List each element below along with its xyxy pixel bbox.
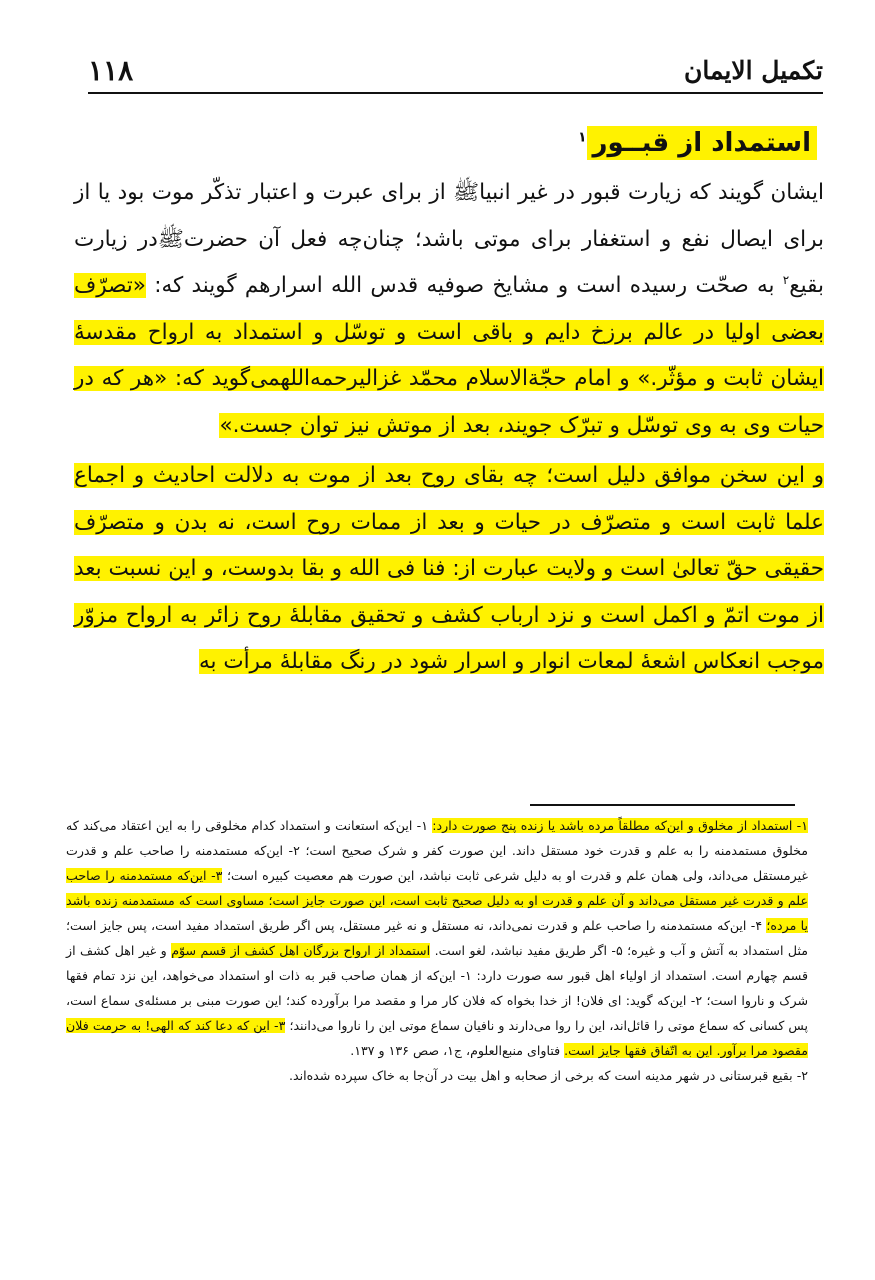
honorific-anbiya: ﷺ: [453, 180, 480, 205]
footnote-ref-1: ۱: [577, 129, 587, 146]
footnote-1-text-d: ۴- این‌که مستمدمنه را صاحب علم و قدرت نمی‌داند، نه مستقل و نه غیر مستقل، پس اگر طریق استمداد مفید است، پس جایز است؛ مثل استمداد به آتش و آب و غیره؛ ۵- اگر طریق مفید نباشد، لغو است.: [66, 918, 808, 958]
section-title-text: استمداد از قبــور: [587, 126, 817, 160]
footnote-ref-2: ۲: [782, 272, 790, 287]
page-number: ۱۱۸: [88, 54, 134, 87]
page-header: [88, 54, 823, 94]
footnotes: [66, 813, 808, 1088]
footnote-1-highlight-g: ۳- این که دعا کند که الهی! به حرمت فلان مقصود مرا برآور. این به اتّفاق فقها جایز است.: [66, 1018, 808, 1058]
footnote-1-highlight-a: ۱- استمداد از مخلوق و این‌که مطلقاً مرده باشد یا زنده پنج صورت دارد:: [432, 818, 808, 833]
section-title: [578, 128, 817, 158]
footnote-1-highlight-e: استمداد از ارواح بزرگان اهل کشف از قسم سوّم: [171, 943, 431, 958]
footnote-divider: [530, 804, 795, 806]
footnote-2: ۲- بقیع قبرستانی در شهر مدینه است که برخی از صحابه و اهل بیت در آن‌جا به خاک سپرده شده‌اند.: [288, 1068, 808, 1083]
highlight-quote-1: «تصرّف بعضی اولیا در عالم برزخ دایم و باقی است و توسّل و استمداد به ارواح مقدسهٔ ایشان ثابت و مؤثّر.» و امام حجّةالاسلام محمّد غزالی: [74, 273, 824, 391]
highlight-paragraph-2: و این سخن موافق دلیل است؛ چه بقای روح بعد از موت به دلالت احادیث و اجماع علما ثابت است و متصرّف در حیات و بعد از ممات روح است، نه بدن و متصرّف حقیقی حقّ تعالیٰ است و ولایت عبارت از: فنا فی الله و بقا بدوست، و این نسبت بعد از موت اتمّ و اکمل است و نزد ارباب کشف و تحقیق مقابلهٔ روح زائر به ارواح مزوّر موجب انعکاس اشعهٔ لمعات انوار و اسرار شود در رنگ مقابلهٔ مرأت به: [74, 463, 824, 674]
footnote-1: [66, 813, 808, 1063]
p1-part-b: از برای عبرت و اعتبار تذکّر موت بود یا از برای ایصال نفع و استغفار برای موتی باشد؛ چنان‌چه فعل آن حضرت: [74, 180, 824, 252]
honorific-ghazali: رحمه‌الله: [280, 366, 360, 391]
footnote-1-text-b: ۱- این‌که استعانت و استمداد کدام مخلوقی را به این اعتقاد می‌کند که مخلوق مستمدمنه را به علم و قدرت خود مستقل داند. این صورت کفر و شرک صحیح است؛ ۲- این‌که مستمدمنه را صاحب علم و قدرت غیرمستقل می‌داند، ولی همان علم و قدرت او به دلیل شرعی ثابت نباشد، این صورت هم معصیت کبیره است؛: [66, 818, 808, 883]
highlight-quote-2: می‌گوید که: «هر که در حیات وی به وی توسّل و تبرّک جویند، بعد از موتش نیز توان جست.»: [74, 366, 824, 438]
book-title: تکمیل الایمان: [684, 56, 823, 85]
footnote-1-text-f: و غیر اهل کشف از قسم چهارم است. استمداد از اولیاء اهل قبور سه صورت دارد: ۱- این‌که از همان صاحب قبر به ذات او استمداد می‌خواهد، این نزد تمام فقها شرک و ناروا است؛ ۲- این‌که گوید: ای فلان! از خدا بخواه که فلان کار مرا و مقصد مرا برآورده کند؛ این صورت مبنی بر مسئله‌ی سماع است، پس کسانی که سماع موتی را قائل‌اند، این را روا می‌دارند و نافیان سماع موتی این را ناروا می‌دانند؛: [66, 943, 808, 1033]
footnote-1-highlight-c: ۳- این‌که مستمدمنه را صاحب علم و قدرت غیر مستقل می‌داند و آن علم و قدرت او به دلیل صحیح ثابت است، این صورت جایز است؛ مساوی است که مستمدمنه زنده باشد یا مرده؛: [66, 868, 809, 933]
p1-part-c: در زیارت بقیع: [74, 226, 824, 298]
footnote-1-source: فتاوای منبع‌العلوم، ج۱، صص ۱۳۶ و ۱۳۷.: [350, 1043, 565, 1058]
honorific-hazrat: ﷺ: [157, 226, 184, 252]
paragraph-1: [74, 170, 824, 449]
p1-part-a: ایشان گویند که زیارت قبور در غیر انبیا: [479, 180, 824, 205]
paragraph-2: [74, 453, 824, 686]
p1-part-d: به صحّت رسیده است و مشایخ صوفیه قدس الله اسرارهم گویند که:: [154, 273, 783, 298]
main-text: [74, 170, 824, 686]
